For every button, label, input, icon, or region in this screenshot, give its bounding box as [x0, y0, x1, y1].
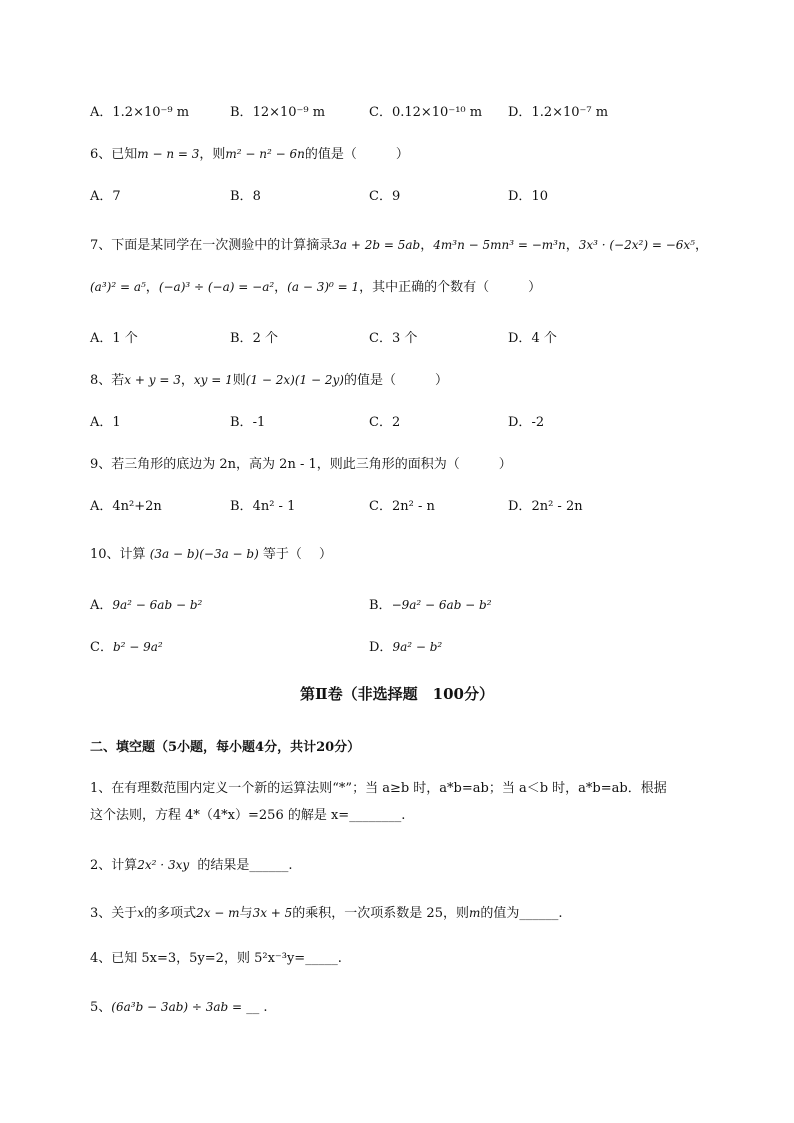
q7-option-c: C．3 个: [369, 331, 418, 346]
q10-option-d: D．9a² − b²: [369, 640, 443, 655]
q9-option-a: A．4n²+2n: [90, 499, 162, 514]
q6-option-d: D．10: [508, 189, 548, 204]
q7-option-d: D．4 个: [508, 331, 557, 346]
q10-expr: (3a − b)(−3a − b): [149, 547, 259, 561]
q9-option-b: B．4n² - 1: [230, 499, 296, 514]
q7-expr6: (a − 3)⁰ = 1: [287, 280, 360, 294]
q7-expr5: (−a)³ ÷ (−a) = −a²: [158, 280, 275, 294]
q6-option-c: C．9: [369, 189, 401, 204]
q5-option-c: C．0.12×10⁻¹⁰ m: [369, 105, 483, 120]
fill-q5-expr: (6a³b − 3ab) ÷ 3ab =: [111, 1000, 243, 1014]
q5-option-b: B．12×10⁻⁹ m: [230, 105, 326, 120]
q8-expr3: (1 − 2x)(1 − 2y): [245, 373, 344, 387]
q6-expr2: m² − n² − 6n: [225, 147, 305, 161]
fill-q2-expr: 2x² · 3xy: [137, 858, 190, 872]
q5-option-d: D．1.2×10⁻⁷ m: [508, 105, 609, 120]
q8-expr2: xy = 1: [193, 373, 233, 387]
fill-q3-expr1: 2x − m: [196, 906, 240, 920]
q7-stem-line2: (a³)² = a⁵，(−a)³ ÷ (−a) = −a²，(a − 3)⁰ = 1，其中正确的个数有（ ）: [90, 280, 542, 295]
section2-title: 二、填空题（5小题，每小题4分，共计20分）: [90, 740, 361, 755]
q8-option-a: A．1: [90, 415, 121, 430]
q7-expr1: 3a + 2b = 5ab: [332, 238, 421, 252]
q6-expr1: m − n = 3: [137, 147, 200, 161]
fill-q5: 5、(6a³b − 3ab) ÷ 3ab = __ .: [90, 1000, 268, 1015]
q6-option-a: A．7: [90, 189, 121, 204]
q9-option-d: D．2n² - 2n: [508, 499, 583, 514]
q8-stem: 8、若x + y = 3，xy = 1则(1 − 2x)(1 − 2y)的值是（ ）: [90, 373, 448, 388]
q9-stem: 9、若三角形的底边为 2n，高为 2n - 1，则此三角形的面积为（ ）: [90, 457, 512, 472]
q10-option-c: C．b² − 9a²: [90, 640, 163, 655]
fill-q1-line2: 这个法则，方程 4*（4*x）=256 的解是 x=________.: [90, 808, 406, 823]
q9-option-c: C．2n² - n: [369, 499, 435, 514]
q8-option-b: B．-1: [230, 415, 266, 430]
fill-q3-expr2: 3x + 5: [252, 906, 293, 920]
q7-option-a: A．1 个: [90, 331, 138, 346]
q6-option-b: B．8: [230, 189, 261, 204]
q10-option-b: B．−9a² − 6ab − b²: [369, 598, 492, 613]
fill-q3: 3、关于x的多项式2x − m与3x + 5的乘积，一次项系数是 25，则m的值为______.: [90, 906, 563, 921]
q8-option-c: C．2: [369, 415, 401, 430]
q10-stem: 10、计算 (3a − b)(−3a − b) 等于（ ）: [90, 547, 333, 562]
q10-option-a: A．9a² − 6ab − b²: [90, 598, 203, 613]
q7-expr3: 3x³ · (−2x²) = −6x⁵: [578, 238, 695, 252]
q7-expr4: (a³)² = a⁵: [90, 280, 146, 294]
fill-q4: 4、已知 5x=3，5y=2，则 5²x⁻³y=_____.: [90, 951, 342, 966]
q8-option-d: D．-2: [508, 415, 545, 430]
q5-option-a: A．1.2×10⁻⁹ m: [90, 105, 190, 120]
fill-q1-line1: 1、在有理数范围内定义一个新的运算法则“*”；当 a≥b 时，a*b=ab；当 a＜b 时，a*b=ab．根据: [90, 781, 667, 796]
q8-expr1: x + y = 3: [124, 373, 181, 387]
q7-expr2: 4m³n − 5mn³ = −m³n: [433, 238, 566, 252]
q6-stem: 6、已知m − n = 3，则m² − n² − 6n的值是（ ）: [90, 147, 409, 162]
q7-option-b: B．2 个: [230, 331, 278, 346]
fill-q2: 2、计算2x² · 3xy 的结果是______.: [90, 858, 293, 873]
q7-stem-line1: 7、下面是某同学在一次测验中的计算摘录3a + 2b = 5ab，4m³n − 5mn³ = −m³n，3x³ · (−2x²) = −6x⁵，: [90, 238, 708, 253]
part2-title: 第Ⅱ卷（非选择题 100分）: [300, 685, 494, 703]
